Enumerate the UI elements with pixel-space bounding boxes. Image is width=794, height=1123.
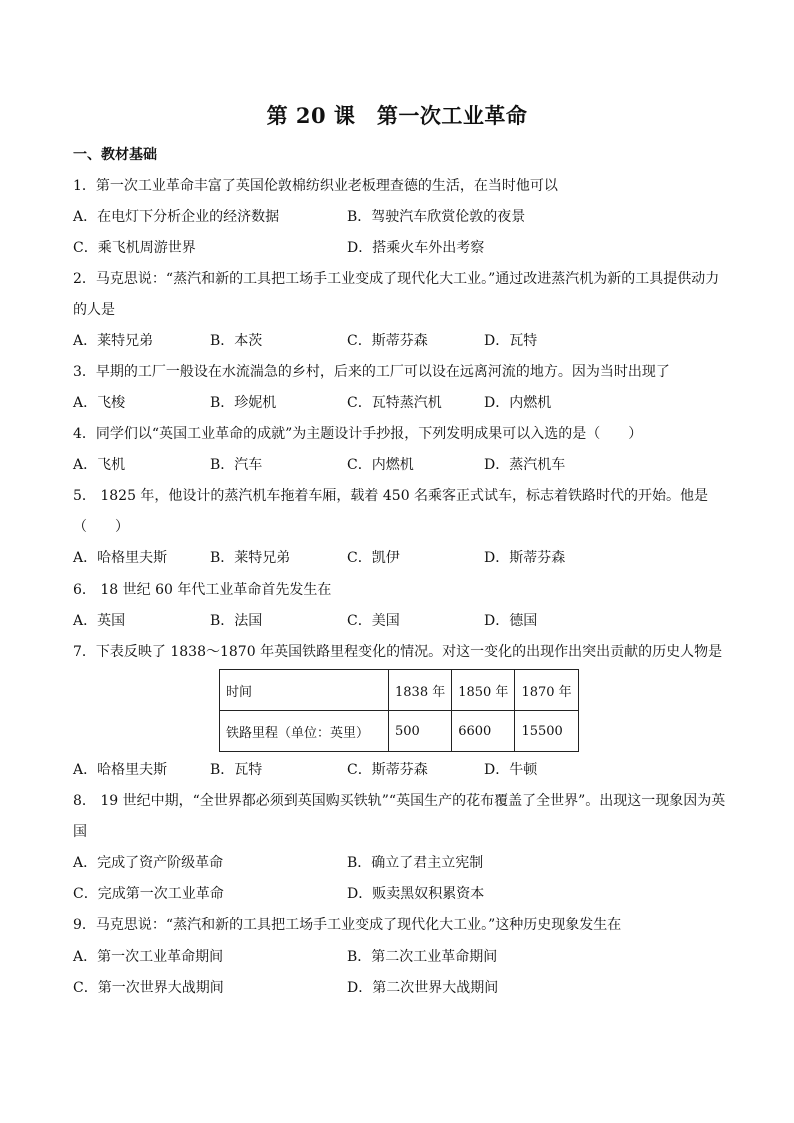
table-row bbox=[220, 711, 579, 752]
option-b: B．珍妮机 bbox=[210, 395, 277, 411]
option-b: B．第二次工业革命期间 bbox=[347, 949, 498, 965]
option-b: B．驾驶汽车欣赏伦敦的夜景 bbox=[347, 209, 526, 225]
option-d: D．瓦特 bbox=[484, 333, 538, 349]
option-d: D．内燃机 bbox=[484, 395, 552, 411]
lesson-title: 第 20 课 第一次工业革命 bbox=[266, 103, 528, 128]
option-d: D．蒸汽机车 bbox=[484, 457, 566, 473]
question-1-stem: 1．第一次工业革命丰富了英国伦敦棉纺织业老板理查德的生活，在当时他可以 bbox=[73, 178, 558, 194]
question-8-stem-cont: 国 bbox=[73, 824, 87, 840]
option-a: A．第一次工业革命期间 bbox=[73, 949, 224, 965]
table-cell: 时间 bbox=[220, 670, 389, 711]
option-d: D．牛顿 bbox=[484, 762, 538, 778]
option-a: A．飞梭 bbox=[73, 395, 126, 411]
option-d: D．贩卖黑奴积累资本 bbox=[347, 886, 485, 902]
question-2-stem-cont: 的人是 bbox=[73, 302, 115, 318]
option-a: A．英国 bbox=[73, 613, 126, 629]
option-c: C．瓦特蒸汽机 bbox=[347, 395, 442, 411]
question-9-stem: 9．马克思说：“蒸汽和新的工具把工场手工业变成了现代化大工业。”这种历史现象发生在 bbox=[73, 917, 622, 933]
table-cell: 15500 bbox=[515, 711, 578, 752]
option-d: D．德国 bbox=[484, 613, 538, 629]
option-a: A．莱特兄弟 bbox=[73, 333, 154, 349]
option-c: C．乘飞机周游世界 bbox=[73, 240, 196, 256]
table-cell: 500 bbox=[389, 711, 452, 752]
option-c: C．斯蒂芬森 bbox=[347, 762, 428, 778]
question-3-stem: 3．早期的工厂一般设在水流湍急的乡村，后来的工厂可以设在远离河流的地方。因为当时出现了 bbox=[73, 364, 670, 380]
option-d: D．斯蒂芬森 bbox=[484, 550, 566, 566]
section-heading: 一、教材基础 bbox=[73, 147, 157, 163]
option-c: C．美国 bbox=[347, 613, 400, 629]
option-a: A．哈格里夫斯 bbox=[73, 550, 168, 566]
option-c: C．凯伊 bbox=[347, 550, 400, 566]
table-cell: 1838 年 bbox=[389, 670, 452, 711]
option-b: B．汽车 bbox=[210, 457, 263, 473]
table-header-row bbox=[220, 670, 579, 711]
option-c: C．第一次世界大战期间 bbox=[73, 980, 224, 996]
option-b: B．瓦特 bbox=[210, 762, 263, 778]
option-a: A．飞机 bbox=[73, 457, 126, 473]
option-c: C．斯蒂芬森 bbox=[347, 333, 428, 349]
option-b: B．本茨 bbox=[210, 333, 263, 349]
question-2-stem: 2．马克思说：“蒸汽和新的工具把工场手工业变成了现代化大工业。”通过改进蒸汽机为新的工具提供动力 bbox=[73, 271, 720, 287]
question-5-stem-cont: （ ） bbox=[73, 519, 129, 535]
option-c: C．完成第一次工业革命 bbox=[73, 886, 224, 902]
table-cell: 1850 年 bbox=[452, 670, 515, 711]
option-b: B．确立了君主立宪制 bbox=[347, 855, 484, 871]
option-b: B．莱特兄弟 bbox=[210, 550, 291, 566]
question-6-stem: 6． 18 世纪 60 年代工业革命首先发生在 bbox=[73, 582, 332, 598]
question-4-stem: 4．同学们以“英国工业革命的成就”为主题设计手抄报，下列发明成果可以入选的是（ ） bbox=[73, 426, 643, 442]
question-7-stem: 7．下表反映了 1838～1870 年英国铁路里程变化的情况。对这一变化的出现作出突出贡献的历史人物是 bbox=[73, 644, 723, 660]
table-cell: 1870 年 bbox=[515, 670, 578, 711]
option-c: C．内燃机 bbox=[347, 457, 414, 473]
option-b: B．法国 bbox=[210, 613, 263, 629]
railway-mileage-table bbox=[219, 669, 579, 752]
question-5-stem: 5． 1825 年，他设计的蒸汽机车拖着车厢，载着 450 名乘客正式试车，标志着铁路时代的开始。他是 bbox=[73, 488, 709, 504]
table-cell: 铁路里程（单位：英里） bbox=[220, 711, 389, 752]
option-a: A．在电灯下分析企业的经济数据 bbox=[73, 209, 280, 225]
question-8-stem: 8． 19 世纪中期，“全世界都必须到英国购买铁轨”“英国生产的花布覆盖了全世界”。出现这一现象因为英 bbox=[73, 793, 726, 809]
table-cell: 6600 bbox=[452, 711, 515, 752]
option-d: D．第二次世界大战期间 bbox=[347, 980, 499, 996]
option-a: A．完成了资产阶级革命 bbox=[73, 855, 224, 871]
option-d: D．搭乘火车外出考察 bbox=[347, 240, 485, 256]
option-a: A．哈格里夫斯 bbox=[73, 762, 168, 778]
